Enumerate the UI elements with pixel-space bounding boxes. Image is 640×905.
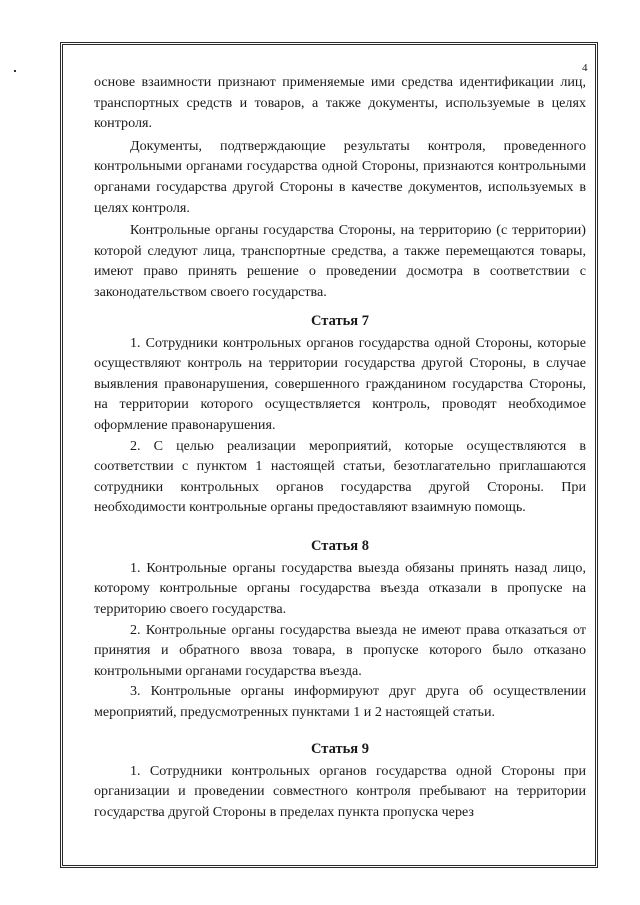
- article-9-clause-1: 1. Сотрудники контрольных органов государства одной Стороны при организации и проведении совместного контроля пребывают на территории государства другой Стороны в пределах пункта пропуска через: [94, 762, 586, 820]
- article-8-title: Статья 8: [311, 537, 369, 554]
- page-number: 4: [582, 62, 588, 74]
- paragraph-inspection-decision: Контрольные органы государства Стороны, на территорию (с территории) которой следуют лица, транспортные средства, а также перемещаются товары, имеют право принять решение о проведении досмотра в соответствии с законодательством своего государства.: [94, 222, 586, 300]
- article-8-clause-3: 3. Контрольные органы информируют друг друга об осуществлении мероприятий, предусмотренных пунктами 1 и 2 настоящей статьи.: [94, 683, 586, 721]
- article-8-clause-2: 2. Контрольные органы государства выезда не имеют права отказаться от принятия и обратного ввоза товара, в пропуске которого было отказано контрольными органами государства въезда.: [94, 621, 586, 679]
- scan-speck: [14, 70, 16, 72]
- article-7-clause-2: 2. С целью реализации мероприятий, которые осуществляются в соответствии с пунктом 1 настоящей статьи, безотлагательно приглашаются сотрудники контрольных органов государства другой Стороны. При необходимости контрольные органы предоставляют взаимную помощь.: [94, 437, 586, 516]
- article-9-title: Статья 9: [311, 740, 369, 757]
- article-7-clause-1: 1. Сотрудники контрольных органов государства одной Стороны, которые осуществляют контроль на территории государства другой Стороны, в случае выявления правонарушения, совершенного гражданином государства Стороны, на территории которого осуществляется контроль, проводят необходимое оформление правонарушения.: [94, 334, 586, 433]
- paragraph-documents-recognition: Документы, подтверждающие результаты контроля, проведенного контрольными органами государства одной Стороны, признаются контрольными органами государства другой Стороны в качестве документов, используемых в целях контроля.: [94, 137, 586, 216]
- document-body: [94, 72, 586, 822]
- article-8-clause-1: 1. Контрольные органы государства выезда обязаны принять назад лицо, которому контрольные органы государства въезда отказали в пропуске на территорию своего государства.: [94, 559, 586, 618]
- paragraph-continuation: основе взаимности признают применяемые ими средства идентификации лиц, транспортных средств и товаров, а также документы, используемые в целях контроля.: [94, 74, 586, 132]
- article-7-title: Статья 7: [311, 312, 369, 329]
